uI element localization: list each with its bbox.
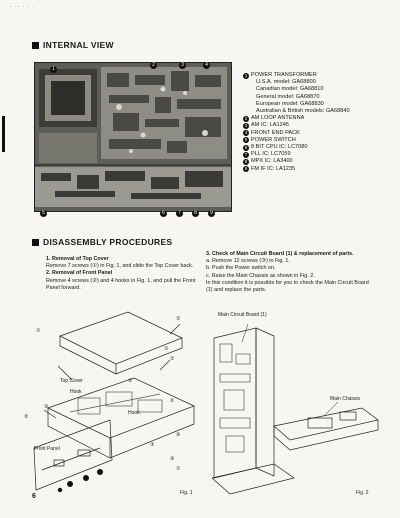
legend-subitem: European model: GA68830	[256, 100, 324, 107]
photo-callout-9: 9	[208, 210, 215, 217]
legend-item: 1 POWER TRANSFORMER	[244, 72, 317, 78]
fig1-marker: ①	[164, 346, 169, 352]
internal-view-legend	[243, 72, 393, 173]
disassembly-title: DISASSEMBLY PROCEDURES	[32, 237, 172, 247]
fig2-label-main-chassis: Main Chassis	[330, 396, 361, 402]
figure-2-drawing	[212, 318, 382, 498]
legend-item: 8 MPX IC: LA3400	[244, 158, 293, 165]
disassembly-left-steps	[46, 256, 196, 292]
legend-item: 6 8 BIT CPU IC: LC7080	[244, 144, 308, 151]
fig1-marker: ②	[170, 398, 175, 404]
fig1-marker: ①	[170, 356, 175, 362]
fig2-label-main-circuit-board: Main Circuit Board (1)	[218, 312, 267, 318]
legend-subitem: General model: GA68870	[256, 93, 320, 100]
photo-callout-7: 7	[176, 210, 183, 217]
figure-1-drawing	[30, 300, 210, 500]
fig1-marker: ①	[176, 316, 181, 322]
legend-item: 5 POWER SWITCH	[244, 136, 296, 143]
fig1-label-hook: Hook	[70, 389, 82, 395]
fig1-caption: Fig. 1	[180, 490, 193, 496]
section-bullet-icon	[32, 42, 39, 49]
step-item: In this condition it is possible for you to check the Main Circuit Board (1) and replace the parts.	[206, 279, 369, 294]
legend-item: 4 FRONT END PACK	[244, 129, 300, 136]
disassembly-right-step	[206, 251, 374, 294]
fig2-caption: Fig. 2	[356, 490, 369, 496]
photo-callout-6: 6	[160, 210, 167, 217]
fig1-marker: ③	[44, 404, 49, 410]
fig1-label-top-cover: Top Cover	[60, 378, 83, 384]
step-body: Remove 4 screws (②) and 4 hooks in Fig. 1, and pull the Front Panel forward.	[46, 277, 196, 291]
internal-view-title: INTERNAL VIEW	[32, 40, 114, 50]
photo-callout-3: 3	[179, 62, 186, 69]
legend-item: 7 PLL IC: LC7059	[244, 151, 291, 158]
fig1-marker: ①	[36, 328, 41, 334]
edge-tab-mark	[2, 116, 5, 152]
step-title: 3. Check of Main Circuit Board (1) & replacement of parts.	[206, 251, 354, 257]
internal-photo-drawing	[35, 63, 231, 211]
legend-item: 2 AM LOOP ANTENNA	[244, 115, 305, 122]
photo-callout-8: 8	[192, 210, 199, 217]
legend-subitem: Australian & British models: GA68840	[256, 108, 350, 115]
legend-subitem: Canadian model: GA68810	[256, 86, 324, 93]
fig1-label-hook: Hook	[128, 410, 140, 416]
step-title: 1. Removal of Top Cover	[46, 256, 109, 262]
fig1-marker: ①	[176, 466, 181, 472]
internal-view-photo	[34, 62, 232, 212]
step-item: a. Remove 12 screws (③) in Fig. 1.	[206, 258, 290, 265]
photo-callout-4: 4	[203, 62, 210, 69]
fig1-marker: ③	[170, 456, 175, 462]
step-title: 2. Removal of Front Panel	[46, 270, 113, 277]
page-number: 6	[32, 493, 36, 500]
step-item: b. Push the Power switch on.	[206, 265, 276, 272]
fig1-marker: ②	[128, 378, 133, 384]
header-marks: · ·· · · ·	[10, 4, 36, 10]
photo-callout-5: 5	[40, 210, 47, 217]
fig1-label-front-panel: Front Panel	[34, 446, 60, 452]
fig1-marker: ②	[24, 414, 29, 420]
photo-callout-1: 1	[50, 66, 57, 73]
step-body: Remove 7 screws (①) in Fig. 1, and slide the Top Cover back.	[46, 263, 194, 270]
legend-subitem: U.S.A. model: GA68800	[256, 79, 316, 86]
fig1-marker: ③	[176, 432, 181, 438]
fig1-marker: ③	[150, 442, 155, 448]
section-bullet-icon	[32, 239, 39, 246]
legend-item: 3 AM IC: LA1245	[244, 122, 289, 129]
step-item: c. Raise the Main Chassis as shown in Fig. 2.	[206, 272, 315, 279]
photo-callout-2: 2	[150, 62, 157, 69]
legend-item: 9 FM IF IC: LA1235	[244, 165, 296, 172]
